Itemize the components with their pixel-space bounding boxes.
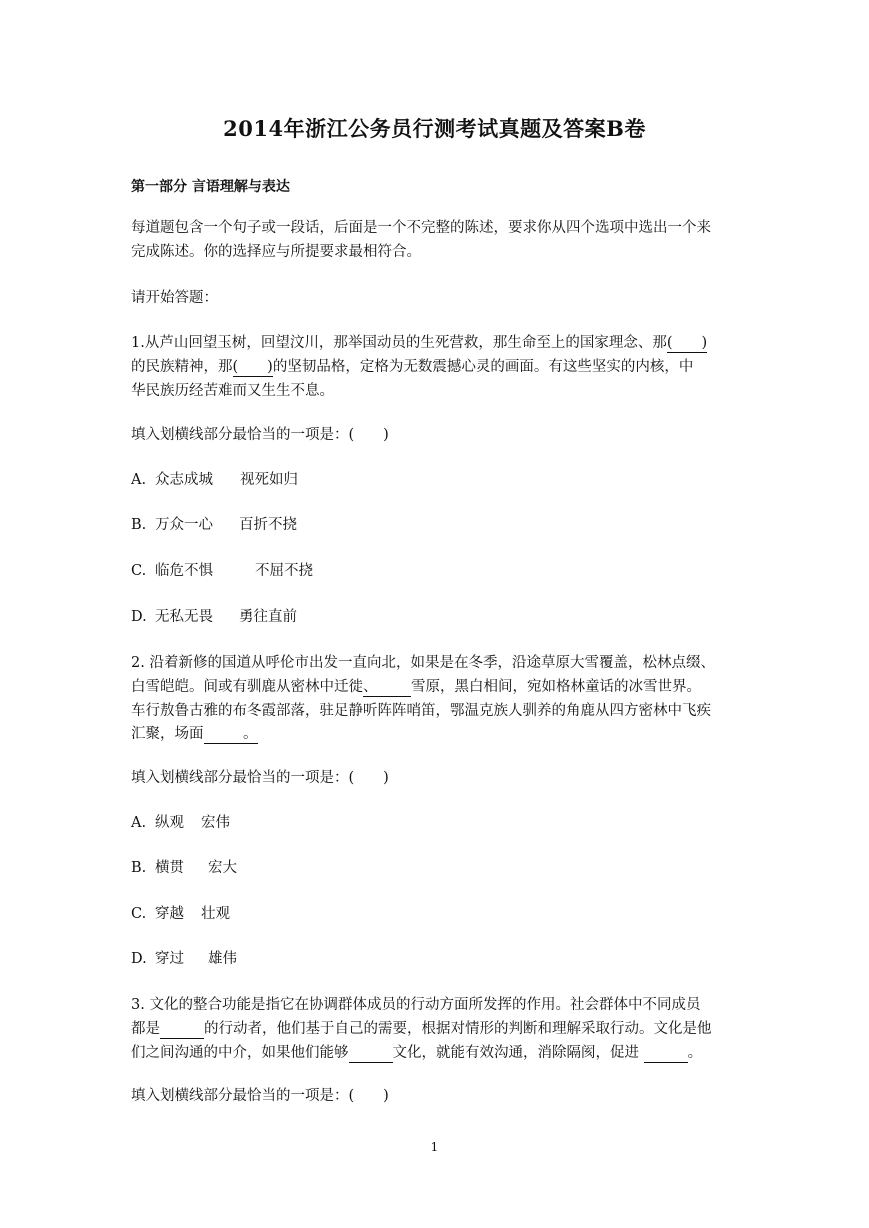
option-word-2: 雄伟 [208, 951, 237, 967]
option-word-1: 众志成城 [155, 472, 213, 488]
instructions-line-1: 每道题包含一个句子或一段话，后面是一个不完整的陈述，要求你从四个选项中选出一个来 [131, 220, 711, 236]
option-word-1: 纵观 [155, 815, 184, 831]
q1-option-c [131, 560, 313, 583]
option-word-1: 无私无畏 [155, 609, 213, 625]
q1-prompt: 填入划横线部分最恰当的一项是：( ) [131, 427, 389, 443]
start-prompt: 请开始答题： [131, 290, 218, 306]
q3-line-2 [131, 1018, 712, 1041]
q2-option-b [131, 857, 237, 880]
q1-line-3: 华民族历经苦难而又生生不息。 [131, 383, 334, 399]
document-title: 2014年浙江公务员行测考试真题及答案B卷 [223, 116, 646, 141]
option-letter: D. [131, 951, 147, 967]
q2-line-1: 2. 沿着新修的国道从呼伦市出发一直向北，如果是在冬季，沿途草原大雪覆盖，松林点缀、 [131, 655, 715, 671]
q2-text: 汇聚，场面 [131, 726, 204, 742]
q3-blank-3 [644, 1045, 688, 1063]
section-heading: 第一部分 言语理解与表达 [131, 179, 290, 195]
q2-line-2 [131, 676, 701, 699]
q1-option-b [131, 514, 297, 537]
q3-line-3 [131, 1042, 702, 1065]
q3-prompt: 填入划横线部分最恰当的一项是：( ) [131, 1088, 389, 1104]
q1-text: 的坚韧品格，定格为无数震撼心灵的画面。有这些坚实的内核，中 [272, 359, 694, 375]
option-word-1: 临危不惧 [155, 563, 213, 579]
option-word-2: 宏大 [208, 860, 237, 876]
page-number: 1 [430, 1140, 439, 1154]
q2-blank-1: 、 [363, 679, 411, 697]
q1-text: 1.从芦山回望玉树，回望汶川，那举国动员的生死营救，那生命至上的国家理念、那 [131, 335, 667, 351]
q2-blank-2: 。 [204, 726, 258, 744]
q2-text: 雪原，黑白相间，宛如格林童话的冰雪世界。 [411, 679, 701, 695]
option-word-2: 百折不挠 [239, 517, 297, 533]
option-letter: B. [131, 517, 147, 533]
option-letter: C. [131, 906, 147, 922]
q2-option-a [131, 812, 230, 835]
q2-line-4 [131, 723, 258, 746]
q2-prompt: 填入划横线部分最恰当的一项是：( ) [131, 770, 389, 786]
option-word-1: 横贯 [155, 860, 184, 876]
q2-option-c [131, 903, 230, 926]
q1-blank-1: ( ) [666, 335, 708, 351]
q1-line-2 [131, 356, 693, 379]
q3-blank-1 [160, 1021, 204, 1039]
q3-text: 都是 [131, 1021, 160, 1037]
q3-text: 文化，就能有效沟通，消除隔阂，促进 [392, 1045, 644, 1061]
q1-option-d [131, 606, 297, 629]
option-word-2: 壮观 [201, 906, 230, 922]
option-word-2: 视死如归 [240, 472, 298, 488]
option-word-2: 勇往直前 [239, 609, 297, 625]
option-word-1: 万众一心 [155, 517, 213, 533]
option-letter: D. [131, 609, 147, 625]
option-letter: C. [131, 563, 147, 579]
option-letter: A. [131, 472, 147, 488]
option-word-2: 宏伟 [201, 815, 230, 831]
option-word-2: 不屈不挠 [255, 563, 313, 579]
q2-text: 白雪皑皑。间或有驯鹿从密林中迁徙 [131, 679, 363, 695]
q2-line-3: 车行敖鲁古雅的布冬霞部落，驻足静听阵阵哨笛，鄂温克族人驯养的角鹿从四方密林中飞疾 [131, 703, 711, 719]
q3-line-1: 3. 文化的整合功能是指它在协调群体成员的行动方面所发挥的作用。社会群体中不同成员 [131, 997, 701, 1013]
option-word-1: 穿过 [155, 951, 184, 967]
q1-text: 的民族精神，那 [131, 359, 233, 375]
instructions-line-2: 完成陈述。你的选择应与所提要求最相符合。 [131, 244, 421, 260]
q2-option-d [131, 948, 237, 971]
option-word-1: 穿越 [155, 906, 184, 922]
q1-option-a [131, 469, 298, 492]
q3-text: 的行动者，他们基于自己的需要，根据对情形的判断和理解采取行动。文化是他 [204, 1021, 712, 1037]
q1-blank-2: ( ) [232, 359, 273, 375]
q1-line-1 [131, 332, 707, 355]
q3-text: 。 [687, 1045, 703, 1061]
q3-blank-2 [349, 1045, 393, 1063]
option-letter: A. [131, 815, 147, 831]
option-letter: B. [131, 860, 147, 876]
q3-text: 们之间沟通的中介，如果他们能够 [131, 1045, 349, 1061]
